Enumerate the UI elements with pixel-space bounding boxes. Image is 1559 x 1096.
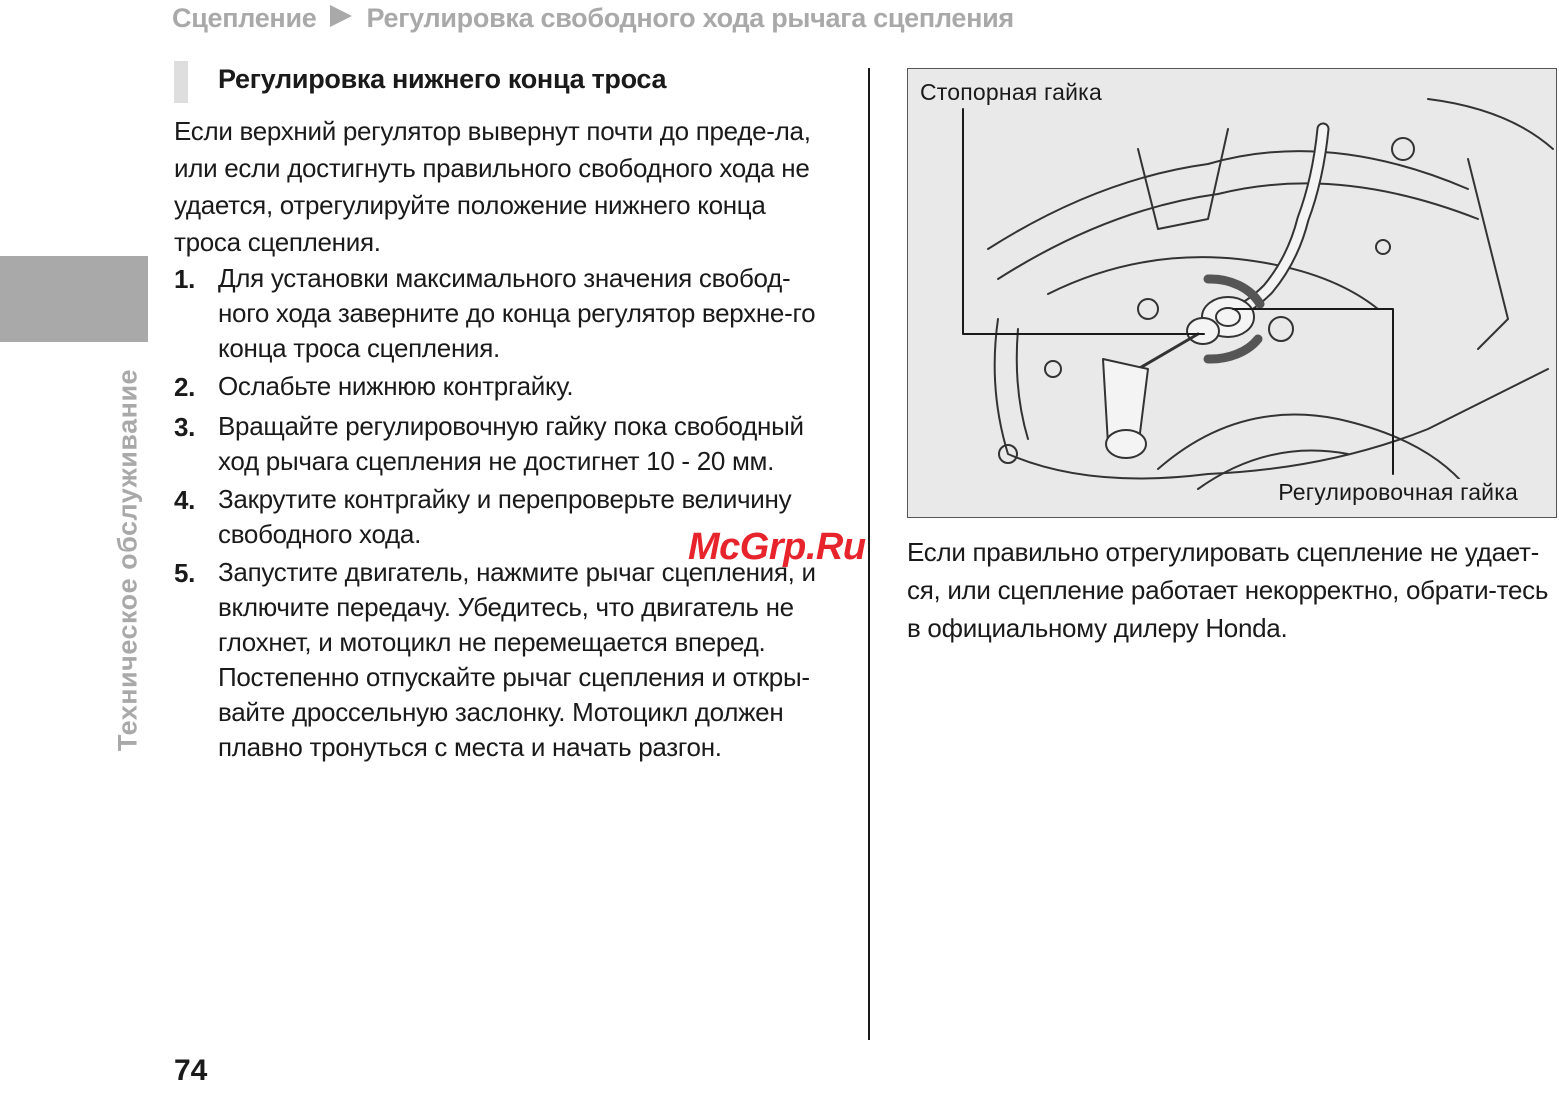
- adjusting-nut-callout: Регулировочная гайка: [1278, 479, 1518, 505]
- watermark: McGrp.Ru: [688, 526, 866, 568]
- bolt-head: [1045, 361, 1061, 377]
- header-section: Сцепление: [172, 2, 317, 33]
- left-column: [174, 113, 834, 765]
- rotation-arrow-lower: [1208, 339, 1258, 359]
- frame-tube-line: [1428, 99, 1553, 149]
- engine-case-line: [1158, 415, 1468, 489]
- chapter-tab-marker: [0, 256, 148, 342]
- intro-paragraph: Если верхний регулятор вывернут почти до преде-ла, или если достигнуть правильного свободного хода не удается, отрегулируйте положение нижнего конца троса сцепления.: [174, 116, 811, 257]
- dealer-note-paragraph: Если правильно отрегулировать сцепление не удает-ся, или сцепление работает некорректно, обрати-тесь в официальному дилеру Honda.: [907, 537, 1549, 643]
- frame-tube-line: [988, 151, 1468, 249]
- step-text: Для установки максимального значения свобод-ного хода заверните до конца регулятор верхне-го конца троса сцепления.: [218, 263, 816, 363]
- header-title: Регулировка свободного хода рычага сцепления: [366, 2, 1014, 33]
- bolt-head: [1376, 240, 1390, 254]
- section-bar-decoration: [174, 61, 188, 103]
- bolt-head: [1392, 138, 1414, 160]
- bolt-head: [1269, 317, 1293, 341]
- step-number: 1.: [174, 264, 196, 294]
- clutch-cable-illustration: [907, 68, 1557, 518]
- step-text: Вращайте регулировочную гайку пока свободный ход рычага сцепления не достигнет 10 - 20 мм.: [218, 411, 804, 476]
- engine-case-line: [1138, 129, 1228, 229]
- step-number: 4.: [174, 485, 196, 515]
- step-text: Ослабьте нижнюю контргайку.: [218, 371, 574, 401]
- step-item: [174, 409, 834, 479]
- spring-fitting: [1106, 430, 1146, 458]
- step-item: [174, 261, 834, 366]
- arrow-right-icon: [330, 5, 352, 27]
- step-number: 5.: [174, 558, 196, 588]
- page-number: 74: [174, 1054, 208, 1087]
- steps-list: [174, 261, 834, 765]
- lock-nut-callout: Стопорная гайка: [920, 79, 1102, 105]
- chapter-side-label: Техническое обслуживание: [112, 368, 143, 752]
- step-item: [174, 369, 834, 406]
- step-number: 2.: [174, 372, 196, 402]
- engine-drawing: [908, 69, 1557, 518]
- frame-tube-line: [1468, 159, 1508, 349]
- step-number: 3.: [174, 412, 196, 442]
- step-item: [174, 555, 834, 765]
- engine-case-line: [1017, 329, 1028, 439]
- column-divider: [868, 68, 870, 1040]
- running-header: [172, 0, 1014, 36]
- step-text: Закрутите контргайку и перепроверьте величину свободного хода.: [218, 484, 792, 549]
- step-text: Запустите двигатель, нажмите рычаг сцепления, и включите передачу. Убедитесь, что двигатель не глохнет, и мотоцикл не перемещается вперед. Постепенно отпускайте рычаг сцепления и откры-вайте дроссельную заслонку. Мотоцикл должен плавно тронуться с места и начать разгон.: [218, 557, 816, 762]
- adjusting-nut: [1187, 318, 1219, 344]
- section-title: Регулировка нижнего конца троса: [218, 64, 667, 94]
- lock-nut-leader-line: [963, 109, 1204, 334]
- frame-tube-line: [998, 183, 1478, 279]
- bolt-head: [1138, 299, 1158, 319]
